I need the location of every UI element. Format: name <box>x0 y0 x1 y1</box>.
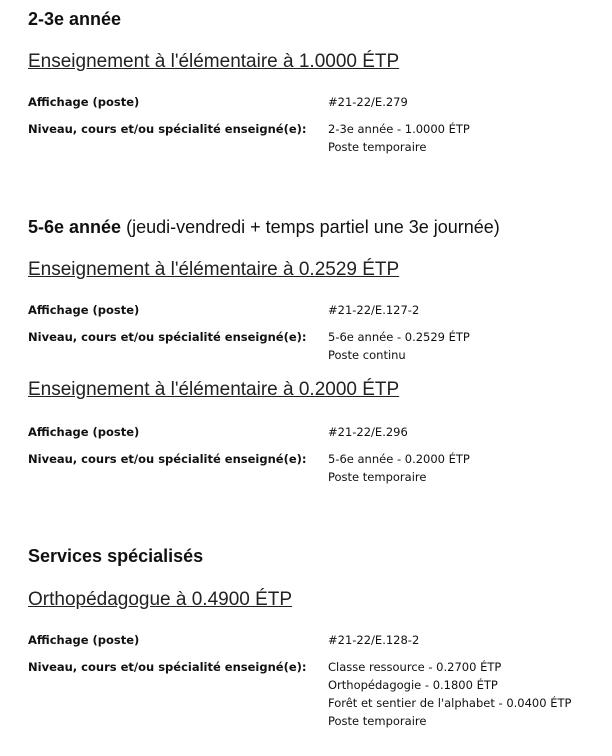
affichage-value <box>328 301 419 319</box>
niveau-line: Forêt et sentier de l'alphabet - 0.0400 ÉTP <box>328 696 572 710</box>
niveau-value <box>328 658 571 730</box>
affichage-number: #21-22/E.296 <box>328 425 408 439</box>
niveau-line: Poste continu <box>328 348 406 362</box>
poste-link-2-3e-1[interactable]: Enseignement à l'élémentaire à 1.0000 ÉTP <box>28 51 400 72</box>
niveau-line: Poste temporaire <box>328 470 427 484</box>
section-heading-text: 2-3e année <box>28 9 122 29</box>
section-heading-text: Services spécialisés <box>28 546 204 566</box>
poste-link-5-6e-2[interactable]: Enseignement à l'élémentaire à 0.2000 ÉTP <box>28 379 400 400</box>
affichage-value <box>328 423 408 441</box>
niveau-label: Niveau, cours et/ou spécialité enseigné(e): <box>28 452 307 466</box>
niveau-label: Niveau, cours et/ou spécialité enseigné(e): <box>28 660 307 674</box>
niveau-line: 5-6e année - 0.2000 ÉTP <box>328 452 470 466</box>
section-heading-5-6e <box>28 216 500 238</box>
affichage-label: Affichage (poste) <box>28 425 140 439</box>
affichage-number: #21-22/E.279 <box>328 95 408 109</box>
affichage-label: Affichage (poste) <box>28 633 140 647</box>
niveau-line: Classe ressource - 0.2700 ÉTP <box>328 660 502 674</box>
niveau-value <box>328 450 470 486</box>
section-heading-text: 5-6e année <box>28 217 122 237</box>
niveau-line: Poste temporaire <box>328 140 427 154</box>
poste-link-5-6e-1[interactable]: Enseignement à l'élémentaire à 0.2529 ÉTP <box>28 259 400 280</box>
niveau-value <box>328 120 470 156</box>
section-heading-extra: (jeudi-vendredi + temps partiel une 3e journée) <box>126 217 500 237</box>
poste-link-orthopedagogue[interactable]: Orthopédagogue à 0.4900 ÉTP <box>28 589 293 610</box>
niveau-line: Poste temporaire <box>328 714 427 728</box>
affichage-label: Affichage (poste) <box>28 303 140 317</box>
affichage-value <box>328 631 419 649</box>
affichage-number: #21-22/E.128-2 <box>328 633 420 647</box>
niveau-label: Niveau, cours et/ou spécialité enseigné(e): <box>28 122 307 136</box>
niveau-line: Orthopédagogie - 0.1800 ÉTP <box>328 678 498 692</box>
affichage-label: Affichage (poste) <box>28 95 140 109</box>
section-heading-2-3e <box>28 8 121 30</box>
affichage-value <box>328 93 408 111</box>
niveau-value <box>328 328 470 364</box>
section-heading-services <box>28 545 203 567</box>
niveau-line: 5-6e année - 0.2529 ÉTP <box>328 330 470 344</box>
niveau-line: 2-3e année - 1.0000 ÉTP <box>328 122 470 136</box>
affichage-number: #21-22/E.127-2 <box>328 303 420 317</box>
niveau-label: Niveau, cours et/ou spécialité enseigné(e): <box>28 330 307 344</box>
